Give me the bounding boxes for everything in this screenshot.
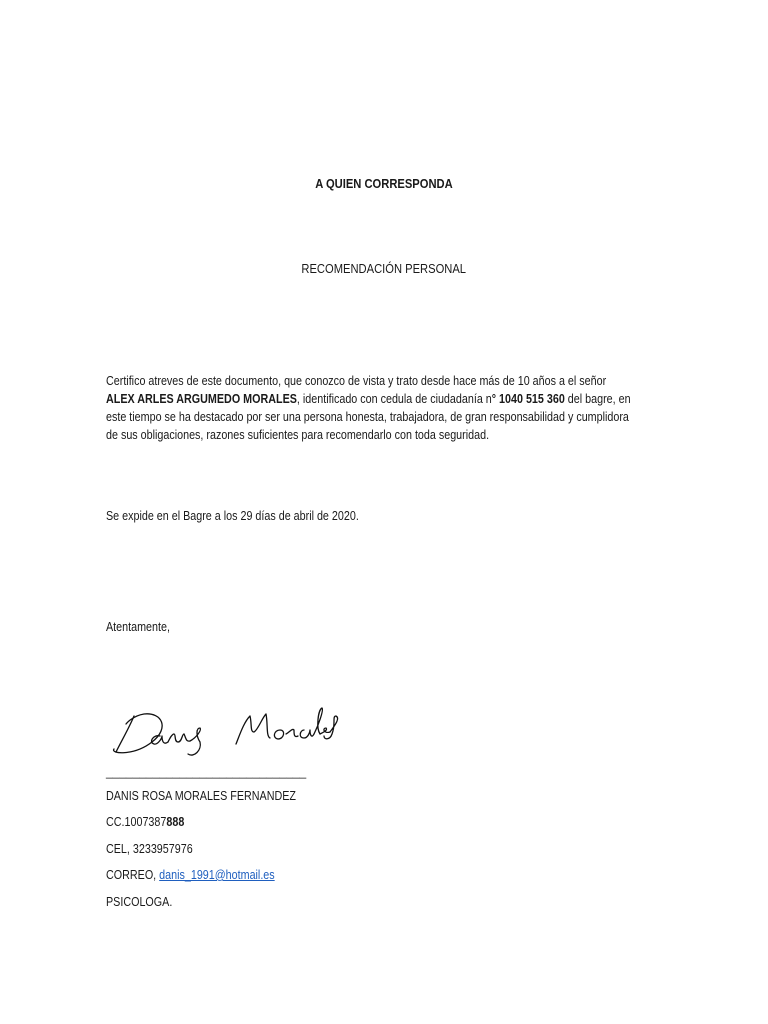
body-line-2-text bbox=[106, 390, 631, 408]
body-line-2-end: del bagre, en bbox=[564, 392, 631, 406]
signer-cc bbox=[106, 815, 197, 829]
closing-salutation bbox=[106, 620, 180, 634]
closing-text: Atentamente, bbox=[106, 620, 170, 634]
recommended-person-name: ALEX ARLES ARGUMEDO MORALES bbox=[106, 392, 297, 406]
expedition-statement bbox=[106, 509, 400, 523]
document-subtitle-text: RECOMENDACIÓN PERSONAL bbox=[301, 261, 467, 276]
body-paragraph bbox=[106, 372, 666, 444]
email-link[interactable]: danis_1991@hotmail.es bbox=[159, 868, 275, 882]
signer-name bbox=[106, 789, 327, 803]
body-line-2-middle: , identificado con cedula de ciudadanía n bbox=[296, 392, 492, 406]
signer-email-label: CORREO, bbox=[106, 868, 160, 882]
body-line-4-text: de sus obligaciones, razones suficientes para recomendarlo con toda seguridad. bbox=[106, 428, 490, 442]
body-line-4 bbox=[106, 426, 666, 444]
document-subtitle bbox=[0, 261, 768, 276]
body-line-1-text: Certifico atreves de este documento, que conozco de vista y trato desde hace más de 10 años a el señor bbox=[106, 374, 607, 388]
document-title-text: A QUIEN CORRESPONDA bbox=[315, 176, 453, 191]
id-number: ° 1040 515 360 bbox=[491, 392, 565, 406]
signer-email bbox=[106, 868, 302, 882]
handwritten-signature bbox=[104, 694, 344, 764]
signer-phone bbox=[106, 842, 207, 856]
signer-profession-text: PSICOLOGA. bbox=[106, 895, 173, 909]
document-title bbox=[0, 176, 768, 191]
signer-email-text bbox=[106, 868, 275, 882]
signer-phone-text: CEL, 3233957976 bbox=[106, 842, 193, 856]
signer-cc-suffix: 888 bbox=[166, 815, 185, 829]
signer-profession bbox=[106, 895, 183, 909]
body-line-3-text: este tiempo se ha destacado por ser una persona honesta, trabajadora, de gran responsabilidad y cumplidora bbox=[106, 410, 629, 424]
body-line-1 bbox=[106, 372, 666, 390]
signer-cc-prefix: CC.1007387 bbox=[106, 815, 167, 829]
body-line-2 bbox=[106, 390, 666, 408]
body-line-3 bbox=[106, 408, 666, 426]
signer-name-text: DANIS ROSA MORALES FERNANDEZ bbox=[106, 789, 296, 803]
signature-line: ______________________________ bbox=[106, 765, 307, 779]
expedition-text: Se expide en el Bagre a los 29 días de abril de 2020. bbox=[106, 509, 359, 523]
signer-cc-text bbox=[106, 815, 184, 829]
